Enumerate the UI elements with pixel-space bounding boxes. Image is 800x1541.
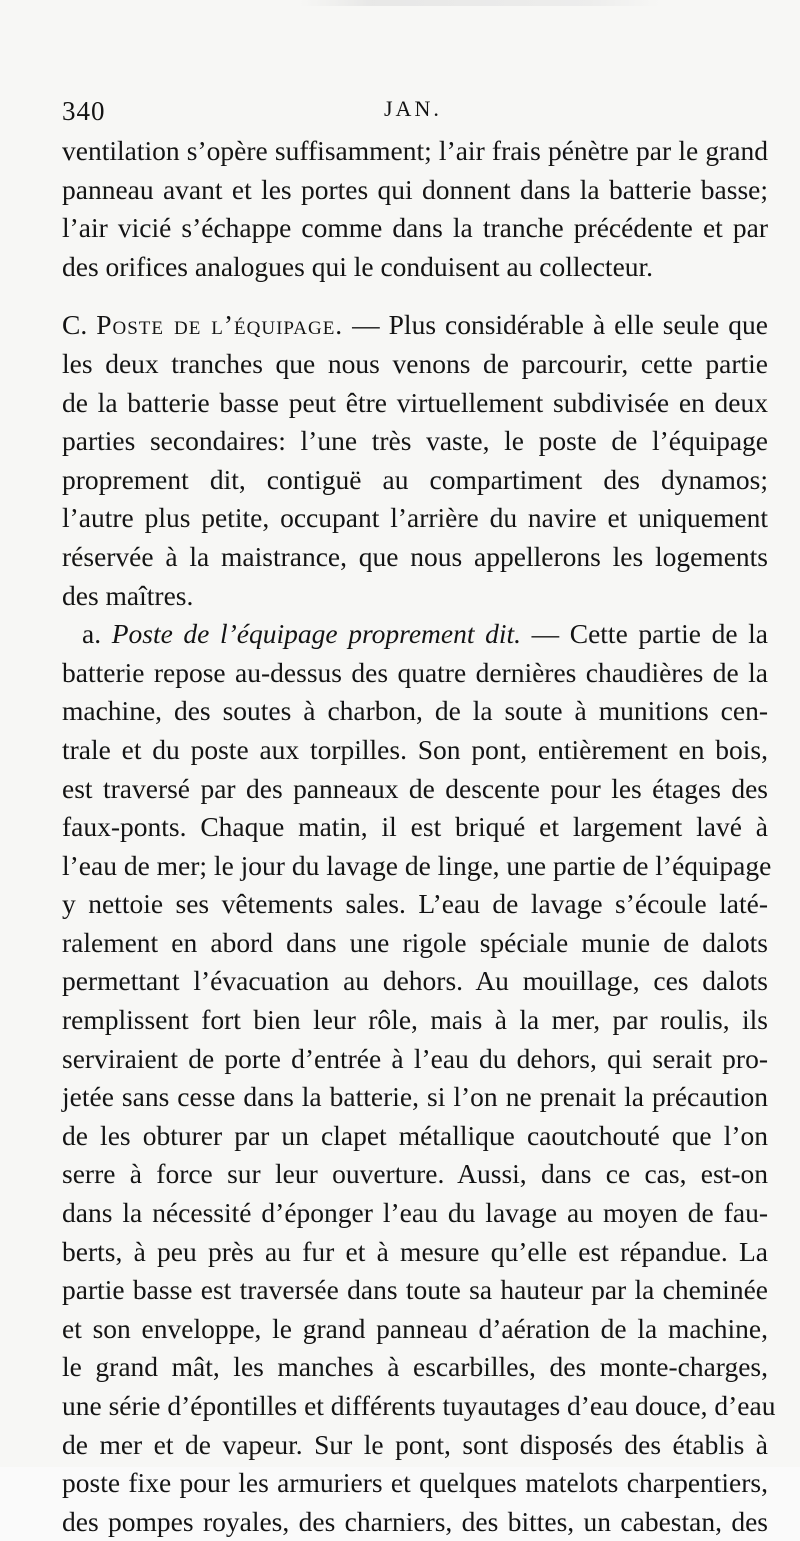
- text-line: jetée sans cesse dans la batterie, si l’on ne prenait la précaution: [62, 1081, 768, 1113]
- page-header: [62, 96, 762, 128]
- text-line: une série d’épontilles et différents tuyautages d’eau douce, d’eau: [62, 1390, 776, 1421]
- text-line: réservée à la maistrance, que nous appellerons les logements: [62, 540, 768, 572]
- text-line: de les obturer par un clapet métallique caoutchouté que l’on: [62, 1119, 768, 1151]
- text-line: ralement en abord dans une rigole spéciale munie de dalots: [62, 926, 768, 958]
- text-line: partie basse est traversée dans toute sa hauteur par la cheminée: [62, 1274, 768, 1306]
- subsection-title: Poste de l’équipage proprement dit.: [111, 618, 522, 650]
- text-line: de mer et de vapeur. Sur le pont, sont disposés des établis à: [62, 1428, 768, 1460]
- text-line: l’eau de mer; le jour du lavage de linge, une partie de l’équipage: [62, 849, 772, 881]
- text-line: faux-ponts. Chaque matin, il est briqué et largement lavé à: [62, 811, 768, 843]
- paragraph-poste-proprement-dit: [62, 615, 776, 1541]
- text-line: parties secondaires: l’une très vaste, le poste de l’équipage: [62, 425, 768, 457]
- text-line: dans la nécessité d’éponger l’eau du lavage au moyen de fau-: [62, 1197, 768, 1229]
- text-line: batterie repose au-dessus des quatre dernières chaudières de la: [62, 656, 768, 688]
- text-line: machine, des soutes à charbon, de la soute à munitions cen-: [62, 695, 768, 727]
- text-line: ventilation s’opère suffisamment; l’air frais pénètre par le grand: [62, 135, 768, 166]
- subsection-heading-line: [62, 615, 768, 654]
- section-title: Poste de l’équipage.: [96, 309, 344, 341]
- text-line: des pompes royales, des charniers, des bittes, un cabestan, des: [62, 1505, 768, 1537]
- text-line: trale et du poste aux torpilles. Son pont, entièrement en bois,: [62, 733, 768, 765]
- text-line: le grand mât, les manches à escarbilles, des monte-charges,: [62, 1351, 768, 1383]
- text-line: serviraient de porte d’entrée à l’eau du dehors, qui serait pro-: [62, 1042, 768, 1074]
- body-text: [62, 132, 776, 1541]
- text-line: les deux tranches que nous venons de parcourir, cette partie: [62, 347, 768, 379]
- text-line: berts, à peu près au fur et à mesure qu’elle est répandue. La: [62, 1235, 768, 1267]
- text-line: y nettoie ses vêtements sales. L’eau de lavage s’écoule laté-: [62, 888, 768, 920]
- text-line: est traversé par des panneaux de descente pour les étages des: [62, 772, 768, 804]
- scan-edge-mark: [300, 0, 660, 6]
- subsection-label: a.: [82, 618, 102, 650]
- text-line: l’air vicié s’échappe comme dans la tranche précédente et par: [62, 212, 768, 244]
- text-line: de la batterie basse peut être virtuellement subdivisée en deux: [62, 386, 768, 418]
- section-first-line-text: — Plus considérable à elle seule que: [343, 309, 768, 341]
- section-label: C.: [62, 309, 88, 341]
- paragraph-gap: [62, 286, 768, 306]
- subsection-first-line-text: — Cette partie de la: [521, 618, 769, 650]
- section-heading-line: [62, 306, 768, 345]
- text-line: l’autre plus petite, occupant l’arrière du navire et uniquement: [62, 502, 768, 534]
- paragraph-ventilation: [62, 132, 768, 286]
- running-head: JAN.: [384, 96, 442, 121]
- page-number: 340: [62, 96, 106, 126]
- text-line: remplissent fort bien leur rôle, mais à la mer, par roulis, ils: [62, 1004, 768, 1036]
- text-line: serre à force sur leur ouverture. Aussi, dans ce cas, est-on: [62, 1158, 768, 1190]
- text-line: et son enveloppe, le grand panneau d’aération de la machine,: [62, 1312, 768, 1344]
- text-line: des maîtres.: [62, 579, 194, 611]
- text-line: panneau avant et les portes qui donnent dans la batterie basse;: [62, 173, 768, 205]
- text-line: permettant l’évacuation au dehors. Au mouillage, ces dalots: [62, 965, 768, 997]
- text-line: des orifices analogues qui le conduisent au collecteur.: [62, 250, 654, 282]
- paragraph-poste-equipage: [62, 306, 768, 615]
- text-line: proprement dit, contiguë au compartiment des dynamos;: [62, 463, 768, 495]
- text-line: poste fixe pour les armuriers et quelques matelots charpentiers,: [62, 1467, 768, 1499]
